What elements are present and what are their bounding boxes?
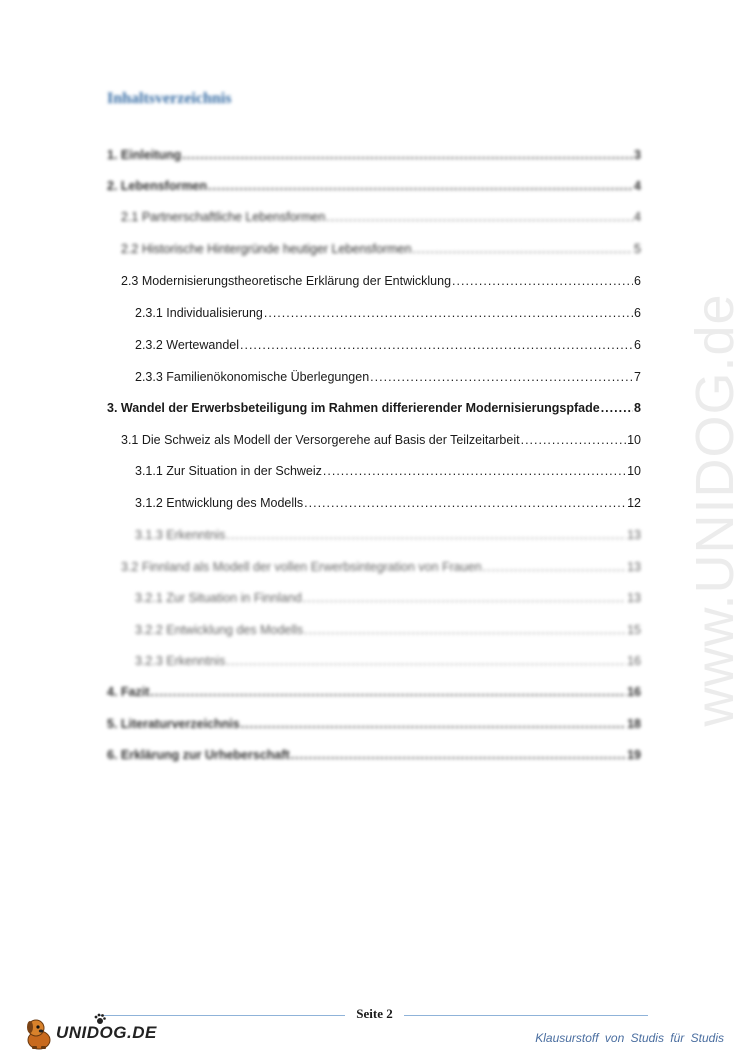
- toc-leader: [601, 399, 633, 417]
- toc-entry[interactable]: [107, 177, 641, 195]
- toc-entry-label: 4. Fazit: [107, 685, 150, 699]
- toc-entry[interactable]: [135, 526, 641, 544]
- toc-entry-label: 3.2.1 Zur Situation in Finnland: [135, 591, 302, 605]
- toc-entry-label: 3.1 Die Schweiz als Modell der Versorgerehe auf Basis der Teilzeitarbeit: [121, 433, 520, 447]
- toc-entry-page: 13: [627, 528, 641, 542]
- toc-entry-label: 3.2.2 Entwicklung des Modells: [135, 623, 304, 637]
- toc-entry-page: 16: [627, 685, 641, 699]
- toc-leader: [304, 621, 626, 639]
- toc-entry-label: 6. Erklärung zur Urheberschaft: [107, 748, 290, 762]
- dog-mascot-icon: [20, 1015, 56, 1051]
- toc-leader: [326, 208, 633, 226]
- toc-entry-label: 1. Einleitung: [107, 148, 182, 162]
- toc-entry-label: 2.3.3 Familienökonomische Überlegungen: [135, 370, 370, 384]
- toc-entry[interactable]: [121, 208, 641, 226]
- toc-entry-page: 5: [634, 242, 641, 256]
- toc-entry[interactable]: [121, 431, 641, 449]
- toc-leader: [323, 462, 626, 480]
- toc-entry-page: 18: [627, 717, 641, 731]
- toc-leader: [303, 589, 626, 607]
- toc-entry-page: 7: [634, 370, 641, 384]
- toc-leader: [240, 336, 633, 354]
- toc-entry[interactable]: [135, 494, 641, 512]
- unidog-logo[interactable]: [20, 1015, 160, 1051]
- toc-entry[interactable]: [135, 652, 641, 670]
- toc-entry[interactable]: [135, 621, 641, 639]
- toc-entry[interactable]: [107, 399, 641, 417]
- toc-leader: [452, 272, 633, 290]
- logo-text: UNIDOG.DE: [56, 1023, 157, 1042]
- toc-leader: [182, 146, 633, 164]
- toc-entry-page: 12: [627, 496, 641, 510]
- toc-leader: [483, 558, 626, 576]
- toc-entry-page: 15: [627, 623, 641, 637]
- toc-entry-label: 3.1.2 Entwicklung des Modells: [135, 496, 304, 510]
- toc-entry[interactable]: [135, 304, 641, 322]
- toc-entry-page: 13: [627, 560, 641, 574]
- toc-leader: [304, 494, 626, 512]
- toc-entry-page: 4: [634, 179, 641, 193]
- toc-entry-page: 6: [634, 306, 641, 320]
- toc-entry[interactable]: [107, 146, 641, 164]
- toc-leader: [208, 177, 633, 195]
- toc-entry-page: 13: [627, 591, 641, 605]
- toc-leader: [291, 746, 626, 764]
- toc-entry-page: 3: [634, 148, 641, 162]
- toc-leader: [226, 652, 626, 670]
- toc-entry-label: 2.2 Historische Hintergründe heutiger Lebensformen: [121, 242, 412, 256]
- toc-entry-page: 4: [634, 210, 641, 224]
- toc-entry-label: 2. Lebensformen: [107, 179, 208, 193]
- toc-entry-label: 2.3.2 Wertewandel: [135, 338, 239, 352]
- footer-tagline: Klausurstoff von Studis für Studis: [535, 1031, 724, 1045]
- toc-entry-page: 10: [627, 433, 641, 447]
- toc-entry[interactable]: [121, 558, 641, 576]
- toc-entry[interactable]: [135, 462, 641, 480]
- toc-entry[interactable]: [135, 589, 641, 607]
- toc-entry-label: 2.3 Modernisierungstheoretische Erklärung der Entwicklung: [121, 274, 452, 288]
- toc-entry-page: 6: [634, 338, 641, 352]
- toc-entry[interactable]: [121, 240, 641, 258]
- toc-entry-label: 2.1 Partnerschaftliche Lebensformen: [121, 210, 326, 224]
- toc-leader: [241, 715, 626, 733]
- toc-leader: [226, 526, 626, 544]
- footer-rule-right: [404, 1015, 648, 1016]
- toc-leader: [412, 240, 633, 258]
- page-number: Seite 2: [356, 1006, 393, 1021]
- toc-leader: [264, 304, 633, 322]
- toc-leader: [370, 368, 633, 386]
- toc-entry-page: 19: [627, 748, 641, 762]
- toc-entry[interactable]: [121, 272, 641, 290]
- toc-entry-label: 3. Wandel der Erwerbsbeteiligung im Rahmen differierender Modernisierungspfade: [107, 401, 600, 415]
- watermark-text: www.UNIDOG.de: [685, 293, 745, 727]
- toc-entry-label: 3.1.3 Erkenntnis: [135, 528, 226, 542]
- toc-entry-page: 8: [634, 401, 641, 415]
- toc-entry-page: 10: [627, 464, 641, 478]
- toc-entry[interactable]: [135, 336, 641, 354]
- toc-entry-label: 5. Literaturverzeichnis: [107, 717, 240, 731]
- toc-entry[interactable]: [107, 715, 641, 733]
- toc-entry[interactable]: [135, 368, 641, 386]
- toc-entry[interactable]: [107, 746, 641, 764]
- toc-leader: [150, 683, 626, 701]
- toc-entry-label: 2.3.1 Individualisierung: [135, 306, 263, 320]
- toc-entry[interactable]: [107, 683, 641, 701]
- toc-entry-label: 3.2 Finnland als Modell der vollen Erwerbsintegration von Frauen: [121, 560, 482, 574]
- toc-entry-page: 6: [634, 274, 641, 288]
- toc-entry-label: 3.2.3 Erkenntnis: [135, 654, 226, 668]
- toc-heading: Inhaltsverzeichnis: [107, 90, 232, 107]
- toc-entry-page: 16: [627, 654, 641, 668]
- toc-entry-label: 3.1.1 Zur Situation in der Schweiz: [135, 464, 322, 478]
- toc-leader: [521, 431, 627, 449]
